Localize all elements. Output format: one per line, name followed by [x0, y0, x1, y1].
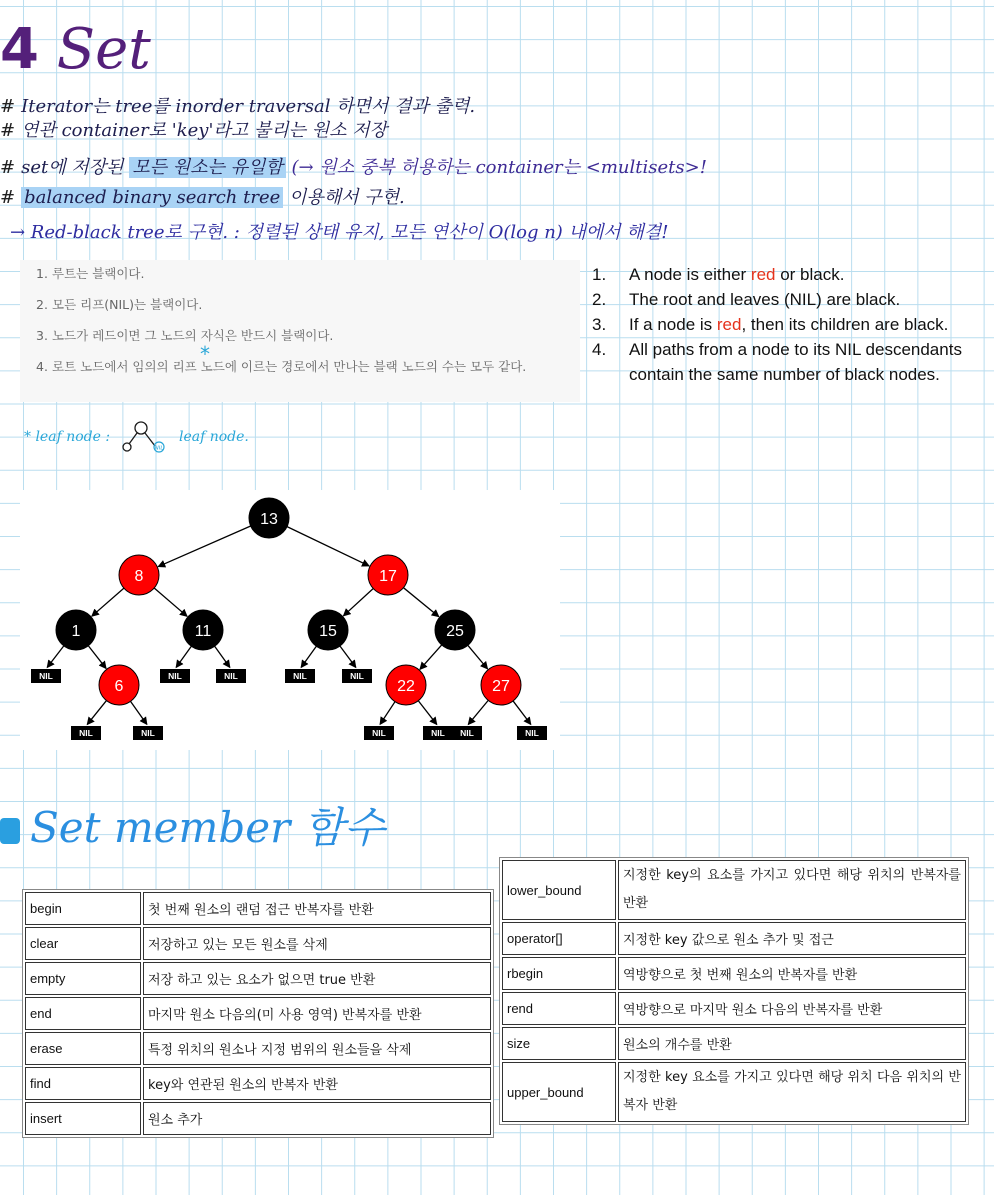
nil-leaf-label: NIL — [431, 728, 445, 738]
note-line-4: # balanced binary search tree 이용해서 구현. — [0, 187, 405, 208]
function-name: operator[] — [502, 922, 616, 955]
note-text: 이용해서 구현. — [283, 187, 405, 208]
title-text: Set — [56, 17, 151, 82]
nil-leaf-label: NIL — [79, 728, 93, 738]
tree-edge — [287, 527, 369, 566]
function-desc: 특정 위치의 원소나 지정 범위의 원소들을 삭제 — [143, 1032, 491, 1065]
function-name: begin — [25, 892, 141, 925]
tree-node-label: 15 — [319, 623, 337, 640]
tree-node-label: 17 — [379, 568, 397, 585]
tree-edge — [513, 701, 531, 724]
tree-nodes — [31, 498, 547, 740]
note-line-1: # Iterator는 tree를 inorder traversal 하면서 결과 출력. — [0, 96, 476, 117]
function-name: erase — [25, 1032, 141, 1065]
tree-edge — [92, 588, 124, 616]
page-title — [0, 18, 151, 82]
tree-node-label: 1 — [71, 623, 81, 640]
red-black-note: → Red-black tree로 구현. : 정렬된 상태 유지, 모든 연산이 O(log n) 내에서 해결! — [10, 222, 669, 243]
function-name: find — [25, 1067, 141, 1100]
tree-edge — [154, 588, 187, 616]
tree-edge — [420, 645, 442, 669]
table-row — [25, 892, 491, 925]
list-item: 2. 모든 리프(NIL)는 블랙이다. — [36, 297, 203, 312]
tree-edge — [403, 588, 438, 617]
table-row — [502, 1062, 966, 1122]
nil-leaf-label: NIL — [525, 728, 539, 738]
function-desc: 원소의 개수를 반환 — [618, 1027, 966, 1060]
section-marker — [0, 818, 20, 844]
table-row — [25, 1067, 491, 1100]
tree-node-label: 6 — [114, 678, 124, 695]
note-text: 연관 container로 'key'라고 불리는 원소 저장 — [21, 120, 388, 141]
list-item: 3. 노드가 레드이면 그 노드의 자식은 반드시 블랙이다. — [36, 328, 334, 343]
asterisk-mark: * — [24, 429, 31, 445]
function-name: size — [502, 1027, 616, 1060]
tree-edge — [468, 700, 488, 724]
function-name: insert — [25, 1102, 141, 1135]
tree-edge — [47, 646, 64, 668]
note-highlight: 모든 원소는 유일함 — [129, 157, 286, 178]
function-name: empty — [25, 962, 141, 995]
tree-node-label: 25 — [446, 623, 464, 640]
list-item: 4. 로트 노드에서 임의의 리프 노드에 이르는 경로에서 만나는 블랙 노드의 수는 모두 같다. — [36, 359, 527, 374]
table-row — [502, 860, 966, 920]
tree-node-label: 27 — [492, 678, 510, 695]
function-desc: 지정한 key 요소를 가지고 있다면 해당 위치 다음 위치의 반복자 반환 — [618, 1062, 966, 1122]
function-name: end — [25, 997, 141, 1030]
tree-edge — [380, 702, 395, 725]
function-desc: 첫 번째 원소의 랜덤 접근 반복자를 반환 — [143, 892, 491, 925]
function-desc: 원소 추가 — [143, 1102, 491, 1135]
asterisk-mark: * — [200, 342, 210, 366]
korean-rules-box — [20, 260, 580, 402]
leaf-note-suffix: leaf node. — [178, 429, 249, 445]
list-item: 1. A node is either red or black. — [592, 265, 845, 284]
member-table-left — [22, 889, 494, 1138]
tree-edge — [131, 701, 147, 724]
tree-node-label: 8 — [134, 568, 144, 585]
tree-node-label: 22 — [397, 678, 415, 695]
note-line-2: # 연관 container로 'key'라고 불리는 원소 저장 — [0, 120, 388, 141]
section-heading: Set member 함수 — [30, 803, 385, 852]
table-row — [502, 1027, 966, 1060]
function-desc: 지정한 key 값으로 원소 추가 및 접근 — [618, 922, 966, 955]
nil-leaf-label: NIL — [372, 728, 386, 738]
note-highlight: balanced binary search tree — [21, 187, 283, 208]
tree-edge — [215, 646, 230, 667]
function-name: upper_bound — [502, 1062, 616, 1122]
list-item: 3. If a node is red, then its children are black. — [592, 315, 949, 334]
list-item: 4. All paths from a node to its NIL descendants contain the same number of black nodes. — [592, 340, 962, 384]
tree-node-label: 11 — [194, 623, 212, 640]
table-row — [502, 992, 966, 1025]
function-desc: 역방향으로 첫 번째 원소의 반복자를 반환 — [618, 957, 966, 990]
korean-rules-list — [20, 260, 580, 374]
list-item: 2. The root and leaves (NIL) are black. — [592, 290, 901, 309]
note-text: (→ 원소 중복 허용하는 container는 <multisets>! — [285, 157, 707, 178]
tree-edge — [87, 701, 106, 725]
note-text: set에 저장된 — [21, 157, 130, 178]
tree-edge — [88, 646, 106, 669]
table-row — [25, 1102, 491, 1135]
function-desc: 마지막 원소 다음의(미 사용 영역) 반복자를 반환 — [143, 997, 491, 1030]
nil-leaf-label: NIL — [460, 728, 474, 738]
function-name: rend — [502, 992, 616, 1025]
leaf-sketch-icon — [115, 420, 175, 454]
function-name: lower_bound — [502, 860, 616, 920]
function-desc: 지정한 key의 요소를 가지고 있다면 해당 위치의 반복자를 반환 — [618, 860, 966, 920]
list-item: 1. 루트는 블랙이다. — [36, 266, 145, 281]
table-row — [25, 962, 491, 995]
tree-node-label: 13 — [260, 511, 278, 528]
english-rules-list — [592, 262, 992, 387]
nil-leaf-label: NIL — [293, 671, 307, 681]
nil-circle-label: NIL — [154, 445, 163, 452]
tree-svg — [20, 490, 560, 750]
function-desc: 역방향으로 마지막 원소 다음의 반복자를 반환 — [618, 992, 966, 1025]
member-table-right — [499, 857, 969, 1125]
table-row — [502, 957, 966, 990]
function-desc: key와 연관된 원소의 반복자 반환 — [143, 1067, 491, 1100]
tree-edge — [158, 526, 250, 567]
table-row — [502, 922, 966, 955]
table-row — [25, 1032, 491, 1065]
nil-leaf-label: NIL — [224, 671, 238, 681]
nil-leaf-label: NIL — [141, 728, 155, 738]
function-name: rbegin — [502, 957, 616, 990]
function-desc: 저장 하고 있는 요소가 없으면 true 반환 — [143, 962, 491, 995]
nil-leaf-label: NIL — [168, 671, 182, 681]
tree-edge — [343, 589, 373, 616]
red-black-tree-diagram — [20, 490, 560, 750]
table-row — [25, 927, 491, 960]
note-text: Iterator는 tree를 inorder traversal 하면서 결과 출력. — [21, 96, 476, 117]
leaf-note-label: leaf node : — [35, 429, 111, 445]
function-name: clear — [25, 927, 141, 960]
nil-leaf-label: NIL — [350, 671, 364, 681]
function-desc: 저장하고 있는 모든 원소를 삭제 — [143, 927, 491, 960]
leaf-node-note — [24, 420, 249, 454]
tree-edge — [468, 645, 488, 669]
tree-edge — [418, 701, 436, 725]
note-line-3: # set에 저장된 모든 원소는 유일함 (→ 원소 중복 허용하는 container는 <multisets>! — [0, 157, 707, 178]
tree-edge — [301, 646, 316, 667]
title-number: 4 — [0, 17, 39, 82]
tree-edge — [176, 646, 191, 667]
nil-leaf-label: NIL — [39, 671, 53, 681]
tree-edge — [340, 646, 356, 667]
table-row — [25, 997, 491, 1030]
